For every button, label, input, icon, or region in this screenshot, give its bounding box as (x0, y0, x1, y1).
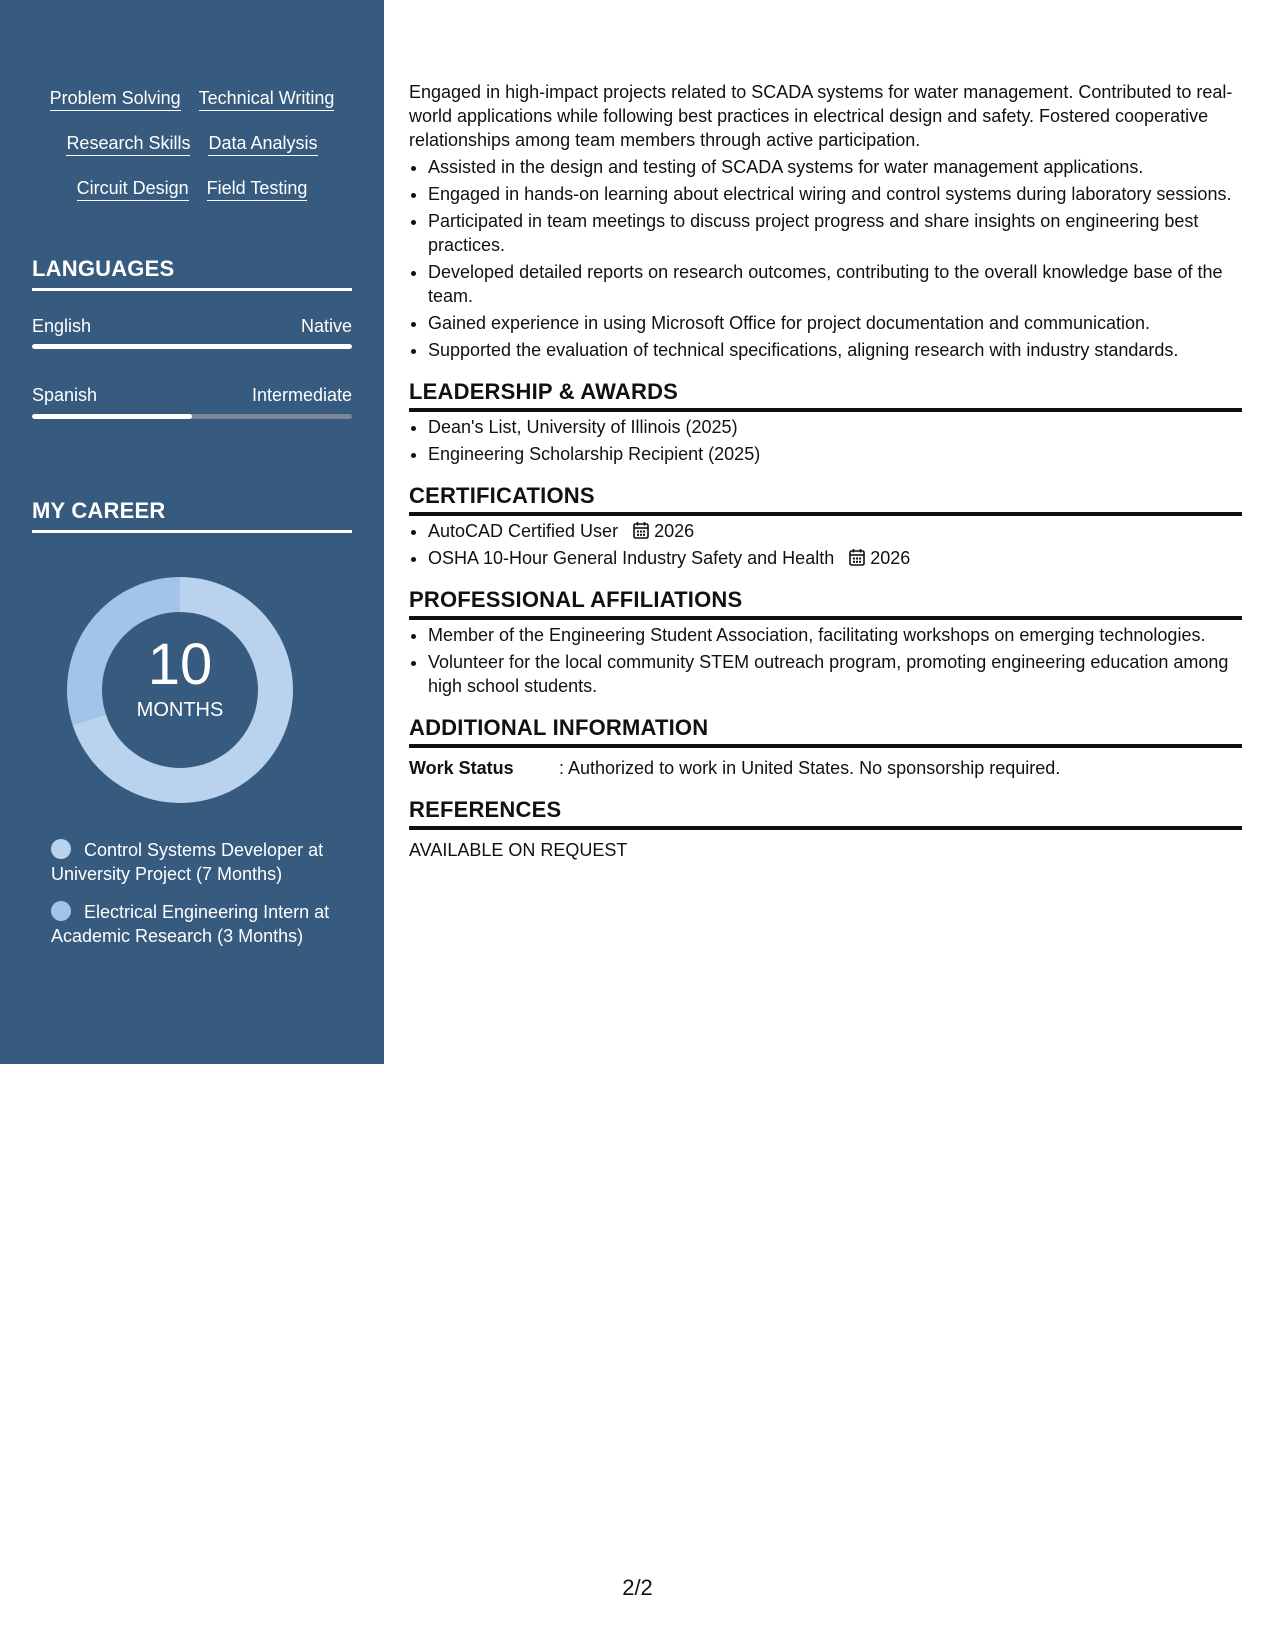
skill-tag: Research Skills (66, 131, 190, 156)
award-item: • Dean's List, University of Illinois (2025) (428, 415, 1242, 439)
skills-list (32, 86, 352, 221)
experience-bullet: • Assisted in the design and testing of SCADA systems for water management applications. (428, 155, 1242, 179)
affiliation-item: • Member of the Engineering Student Association, facilitating workshops on emerging technologies. (428, 623, 1242, 647)
career-item-dot (51, 901, 71, 921)
career-item-dot (51, 839, 71, 859)
skill-tag: Problem Solving (50, 86, 181, 111)
experience-bullet: • Supported the evaluation of technical specifications, aligning research with industry standards. (428, 338, 1242, 362)
skill-tag: Circuit Design (77, 176, 189, 201)
experience-summary: Engaged in high-impact projects related to SCADA systems for water management. Contributed to real-world applications while following best practices in electrical design and safety. Fostered cooperative relationships among team members through active participation. (409, 82, 1233, 150)
certification-year: 2026 (654, 521, 695, 541)
certification-year: 2026 (870, 548, 911, 568)
certifications-heading: CERTIFICATIONS (409, 482, 1242, 516)
affiliations-heading: PROFESSIONAL AFFILIATIONS (409, 586, 1242, 620)
language-row (32, 383, 352, 407)
language-proficiency-fill (32, 344, 352, 349)
references-text: AVAILABLE ON REQUEST (409, 840, 628, 860)
awards-heading: LEADERSHIP & AWARDS (409, 378, 1242, 412)
page-number: 2/2 (622, 1575, 653, 1600)
skill-tag: Technical Writing (199, 86, 335, 111)
certifications-list (409, 519, 1242, 570)
languages-heading: LANGUAGES (32, 256, 352, 291)
work-status-label: Work Status (409, 758, 514, 778)
language-proficiency-bar (32, 344, 352, 349)
language-name: English (32, 316, 92, 336)
experience-bullet: • Participated in team meetings to discuss project progress and share insights on engineering best practices. (428, 209, 1242, 257)
language-proficiency-bar (32, 414, 352, 419)
career-item (51, 900, 331, 948)
career-item-text: Electrical Engineering Intern at Academic Research (3 Months) (51, 902, 330, 946)
experience-bullets (409, 155, 1242, 362)
work-status-value: : Authorized to work in United States. No sponsorship required. (559, 758, 1061, 778)
additional-info-heading: ADDITIONAL INFORMATION (409, 714, 1242, 748)
skill-row (32, 131, 352, 176)
career-heading: MY CAREER (32, 498, 352, 533)
skill-tag: Field Testing (207, 176, 308, 201)
experience-bullet: • Developed detailed reports on research outcomes, contributing to the overall knowledge base of the team. (428, 260, 1242, 308)
career-total-unit: MONTHS (136, 699, 224, 721)
calendar-icon (849, 548, 865, 566)
experience-bullet: • Engaged in hands-on learning about electrical wiring and control systems during laboratory sessions. (428, 182, 1242, 206)
certification-item (428, 546, 1242, 570)
career-item-text: Control Systems Developer at University Project (7 Months) (51, 840, 324, 884)
career-donut-chart (66, 576, 294, 804)
sidebar (0, 0, 384, 1064)
affiliations-list (409, 623, 1242, 698)
language-name: Spanish (32, 385, 98, 405)
language-level: Intermediate (251, 385, 352, 405)
certification-item (428, 519, 1242, 543)
work-status-row (409, 756, 1242, 780)
skill-row (32, 86, 352, 131)
references-heading: REFERENCES (409, 796, 1242, 830)
career-item (51, 838, 331, 886)
language-row (32, 314, 352, 338)
certification-name: AutoCAD Certified User (428, 521, 619, 541)
language-level: Native (300, 316, 352, 336)
skill-row (32, 176, 352, 221)
awards-list (409, 415, 1242, 466)
career-total-months: 10 (147, 632, 213, 697)
calendar-icon (633, 521, 649, 539)
language-proficiency-fill (32, 414, 192, 419)
award-item: • Engineering Scholarship Recipient (2025) (428, 442, 1242, 466)
certification-name: OSHA 10-Hour General Industry Safety and Health (428, 548, 835, 568)
skill-tag: Data Analysis (208, 131, 317, 156)
experience-bullet: • Gained experience in using Microsoft Office for project documentation and communication. (428, 311, 1242, 335)
main-content (409, 80, 1242, 862)
affiliation-item: • Volunteer for the local community STEM outreach program, promoting engineering education among high school students. (428, 650, 1242, 698)
